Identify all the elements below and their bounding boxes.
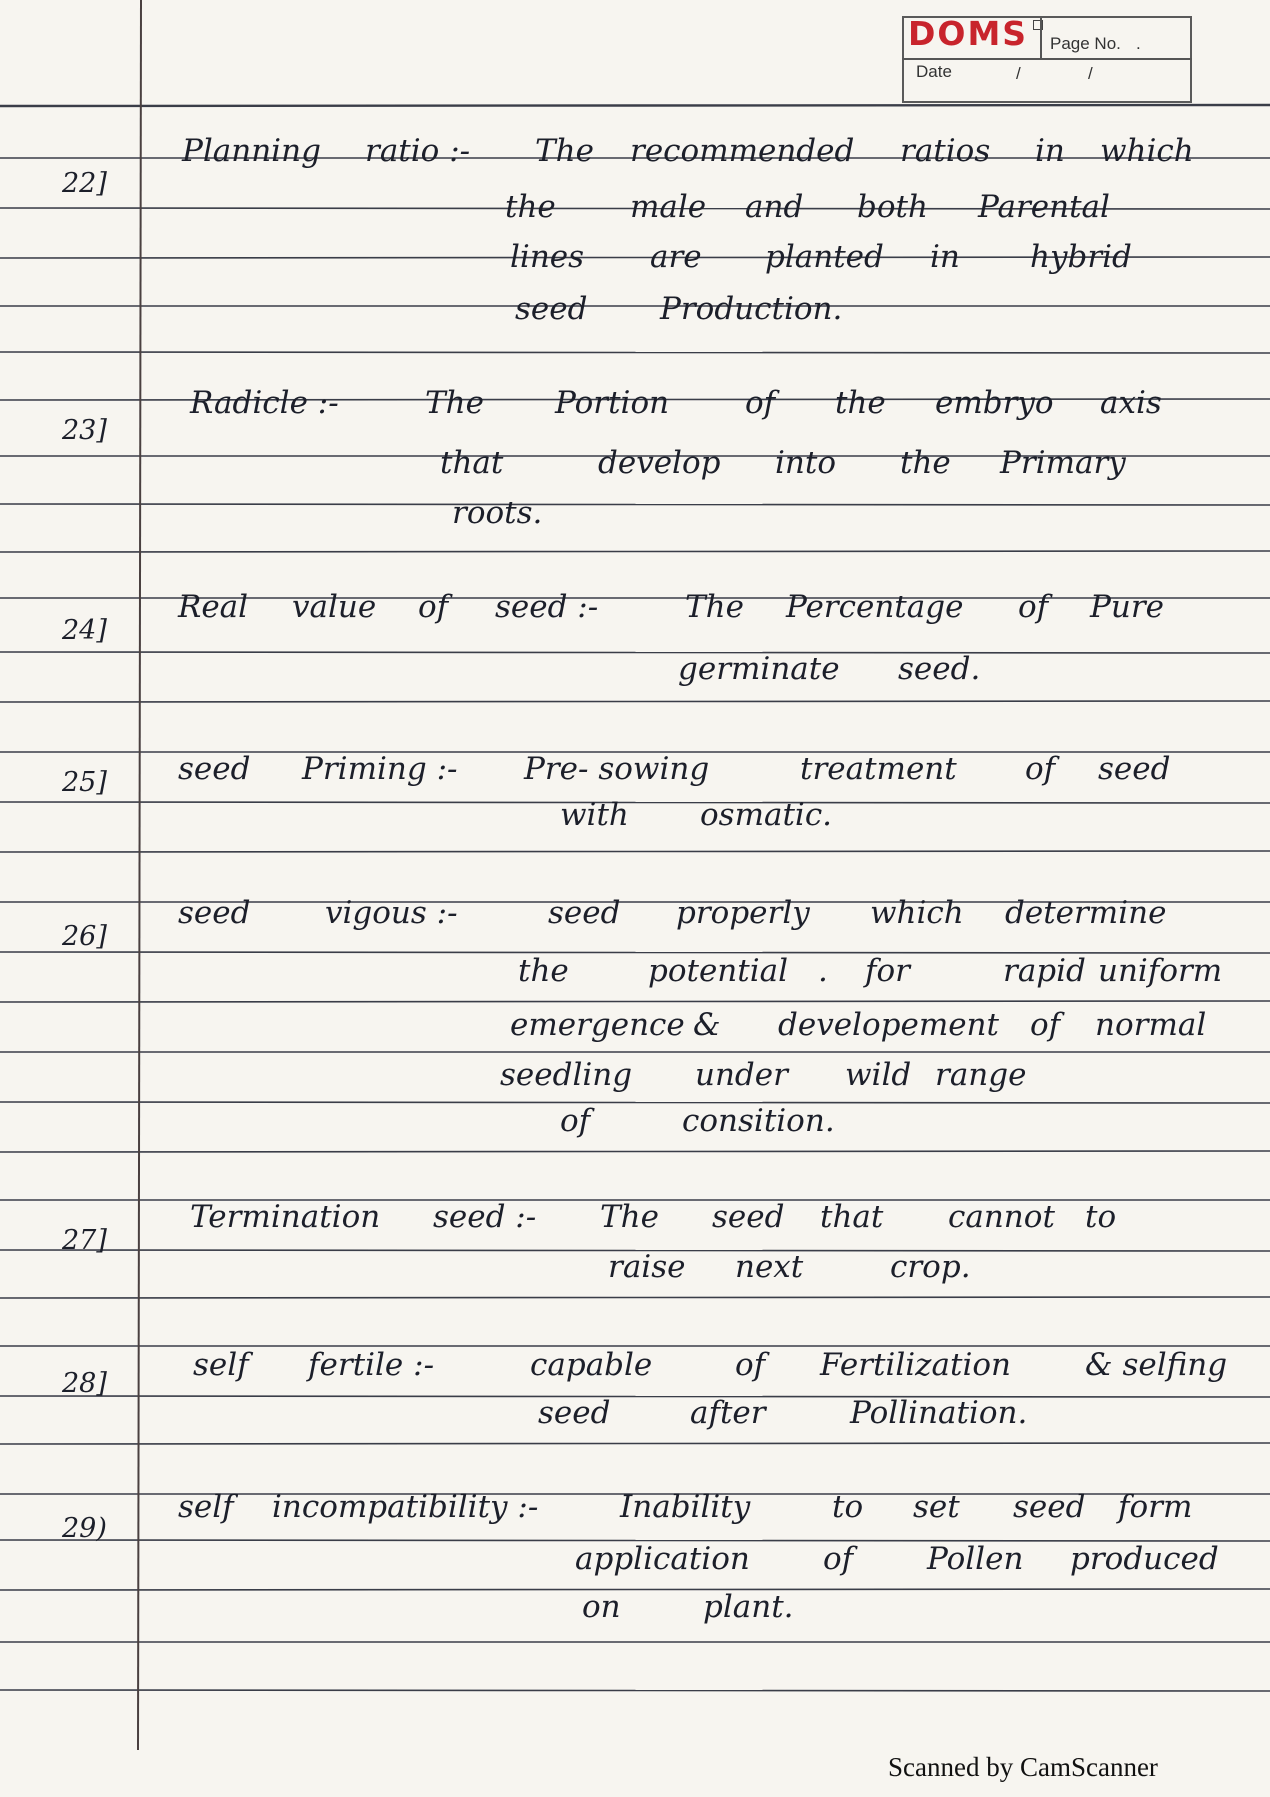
entry-number: 26] <box>62 921 107 952</box>
entry-word: roots. <box>452 495 543 531</box>
entry-word: embryo <box>935 385 1054 421</box>
entry-word: Pre- sowing <box>524 751 710 787</box>
entry-word: seed :- <box>433 1199 537 1235</box>
scanner-watermark: Scanned by CamScanner <box>888 1752 1158 1782</box>
entry-word: cannot <box>948 1199 1055 1235</box>
margin-line <box>138 0 141 1750</box>
entry-word: with <box>560 797 629 833</box>
entry-word: of <box>560 1103 591 1139</box>
date-separator: / <box>1088 64 1093 83</box>
entry-word: seed <box>1098 751 1171 787</box>
entry-term: Radicle :- <box>190 385 339 421</box>
entry-number: 23] <box>62 415 107 446</box>
header-divider-horizontal <box>902 58 1192 60</box>
entry-word: under <box>695 1057 788 1093</box>
entry-word: set <box>913 1489 960 1525</box>
entry-word: plant. <box>703 1589 794 1625</box>
entry-word: The <box>535 133 594 169</box>
entry-word: Portion <box>555 385 670 421</box>
entry-word: of <box>1030 1007 1061 1043</box>
entry-word: Pollination. <box>850 1395 1028 1431</box>
entry-word: ratios <box>900 133 991 169</box>
entry-word: properly <box>676 895 810 931</box>
entry-word: form <box>1118 1489 1193 1525</box>
page-no-value: . <box>1136 34 1141 53</box>
entry-word: incompatibility :- <box>272 1489 539 1525</box>
entry-word: in <box>1035 133 1065 169</box>
entry-word: determine <box>1005 895 1167 931</box>
entry-word: & selfing <box>1085 1347 1228 1383</box>
entry-word: crop. <box>890 1249 971 1285</box>
ruled-line <box>0 551 1270 552</box>
entry-word: application <box>575 1541 750 1577</box>
entry-number: 24] <box>62 615 107 646</box>
entry-word: of <box>1025 751 1056 787</box>
ruled-line <box>0 1001 1270 1002</box>
entry-word: vigous :- <box>325 895 458 931</box>
page-no-label: Page No. <box>1050 34 1121 53</box>
ruled-line <box>0 1690 1270 1691</box>
entry-word: the <box>518 953 569 989</box>
header-divider-vertical <box>1040 18 1042 60</box>
entry-word: that <box>440 445 504 481</box>
entry-word: Priming :- <box>302 751 458 787</box>
entry-word: value <box>292 589 377 625</box>
entry-word: seed <box>712 1199 785 1235</box>
ruled-line <box>0 851 1270 852</box>
entry-word: seed. <box>898 651 981 687</box>
entry-word: potential <box>648 953 789 989</box>
entry-word: consition. <box>682 1103 835 1139</box>
ruled-line <box>0 802 1270 803</box>
entry-word: raise <box>608 1249 686 1285</box>
brand-logo: DOMS <box>908 14 1029 53</box>
entry-word: developement <box>778 1007 999 1043</box>
ruled-line <box>0 105 1270 106</box>
entry-word: range <box>935 1057 1027 1093</box>
ruled-line <box>0 652 1270 653</box>
ruled-line <box>0 1151 1270 1152</box>
entry-number: 28] <box>62 1368 107 1399</box>
entry-word: ratio :- <box>365 133 471 169</box>
entry-word: to <box>832 1489 864 1525</box>
entry-word: into <box>775 445 837 481</box>
entry-word: emergence <box>510 1007 685 1043</box>
entry-term: self <box>178 1489 234 1525</box>
entry-word: Primary <box>1000 445 1126 481</box>
entry-word: seed <box>548 895 621 931</box>
entry-word: that <box>820 1199 884 1235</box>
entry-term: seed <box>178 751 251 787</box>
date-separator: / <box>1016 64 1021 83</box>
entry-word: treatment <box>800 751 957 787</box>
entry-word: planted <box>765 239 884 275</box>
entry-term: Termination <box>190 1199 381 1235</box>
entry-word: recommended <box>630 133 855 169</box>
ruled-line <box>0 504 1270 505</box>
entry-word: hybrid <box>1030 239 1132 275</box>
entry-word: which <box>870 895 964 931</box>
entry-word: fertile :- <box>308 1347 435 1383</box>
entry-word: germinate <box>678 651 840 687</box>
ruled-line <box>0 1396 1270 1397</box>
entry-word: Fertilization <box>820 1347 1011 1383</box>
entry-word: Percentage <box>786 589 964 625</box>
entry-word: the <box>505 189 556 225</box>
ruled-line <box>0 1102 1270 1103</box>
entry-word: of <box>745 385 776 421</box>
entry-word: develop <box>598 445 721 481</box>
entry-word: and <box>745 189 804 225</box>
entry-number: 22] <box>62 168 107 199</box>
entry-word: which <box>1100 133 1194 169</box>
ruled-line <box>0 701 1270 702</box>
entry-word: after <box>690 1395 766 1431</box>
entry-word: seed :- <box>495 589 599 625</box>
entry-term: Real <box>178 589 249 625</box>
entry-word: in <box>930 239 960 275</box>
entry-term: Planning <box>182 133 321 169</box>
entry-word: & <box>693 1007 721 1043</box>
entry-number: 25] <box>62 767 107 798</box>
entry-word: axis <box>1100 385 1162 421</box>
entry-word: the <box>900 445 951 481</box>
entry-word: Inability <box>620 1489 751 1525</box>
entry-word: seed <box>515 291 588 327</box>
entry-word: Parental <box>978 189 1110 225</box>
entry-term: seed <box>178 895 251 931</box>
entry-word: The <box>425 385 484 421</box>
entry-word: normal <box>1095 1007 1207 1043</box>
ruled-line <box>0 352 1270 353</box>
entry-word: The <box>685 589 744 625</box>
entry-word: . <box>818 953 828 989</box>
entry-word: seed <box>538 1395 611 1431</box>
entry-number: 27] <box>62 1225 107 1256</box>
entry-word: of <box>1018 589 1049 625</box>
entry-word: of <box>418 589 449 625</box>
entry-word: seed <box>1013 1489 1086 1525</box>
entry-word: produced <box>1070 1541 1219 1577</box>
entry-word: Pollen <box>927 1541 1024 1577</box>
entry-word: are <box>650 239 702 275</box>
entry-number: 29) <box>62 1513 107 1544</box>
entry-word: the <box>835 385 886 421</box>
entry-word: rapid <box>1003 953 1086 989</box>
entry-word: uniform <box>1098 953 1223 989</box>
entry-word: for <box>865 953 910 989</box>
entry-word: The <box>600 1199 659 1235</box>
ruled-line <box>0 1297 1270 1298</box>
date-label: Date <box>916 62 952 81</box>
entry-word: capable <box>530 1347 653 1383</box>
entry-word: lines <box>510 239 585 275</box>
entry-word: both <box>857 189 928 225</box>
entry-word: Production. <box>660 291 843 327</box>
ruled-line <box>0 1443 1270 1444</box>
entry-word: to <box>1085 1199 1117 1235</box>
entry-word: on <box>582 1589 621 1625</box>
entry-word: next <box>735 1249 804 1285</box>
entry-term: self <box>193 1347 249 1383</box>
entry-word: of <box>823 1541 854 1577</box>
entry-word: seedling <box>500 1057 633 1093</box>
ruled-line <box>0 1589 1270 1590</box>
entry-word: wild <box>845 1057 912 1093</box>
entry-word: Pure <box>1090 589 1164 625</box>
entry-word: male <box>630 189 707 225</box>
entry-word: osmatic. <box>700 797 833 833</box>
entry-word: of <box>735 1347 766 1383</box>
